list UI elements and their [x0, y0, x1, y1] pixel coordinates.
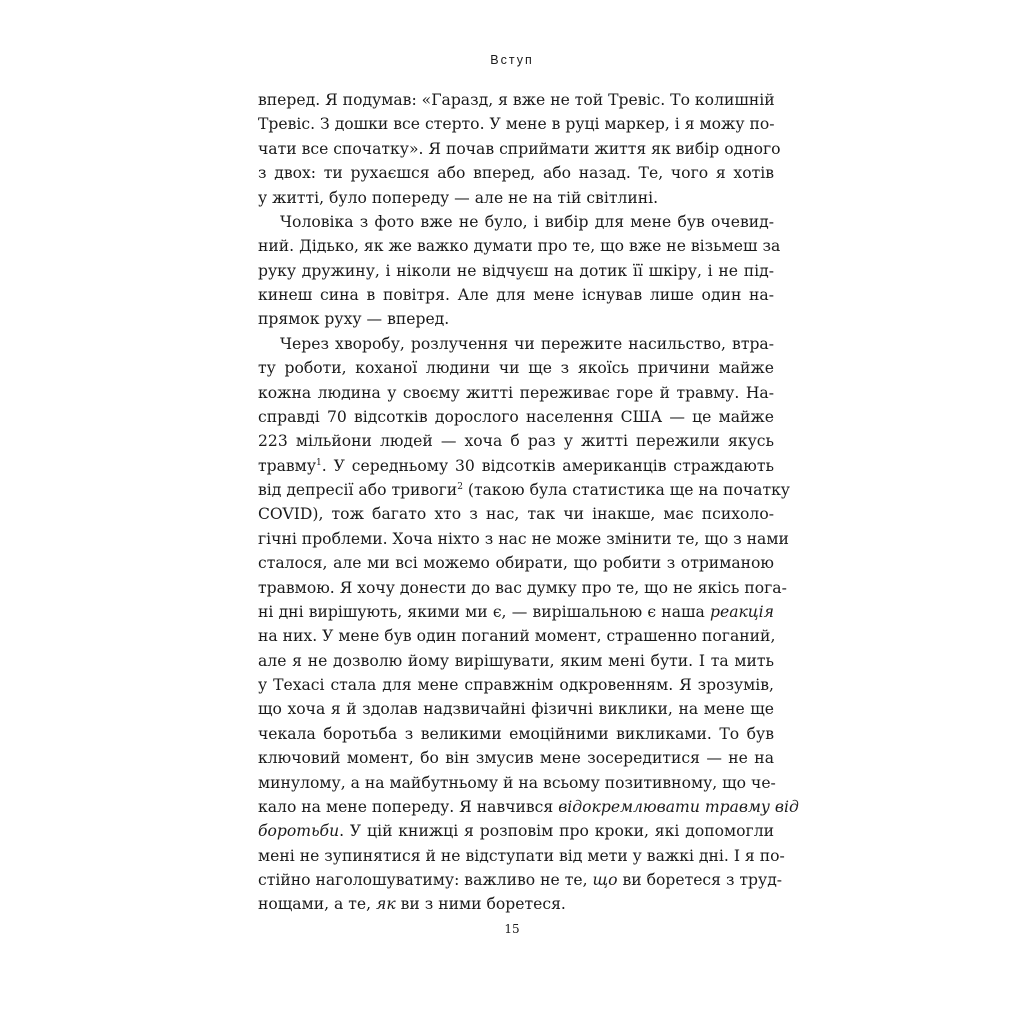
text-line: руку дружину, і ніколи не відчуєш на дотик її шкіру, і не під- — [258, 261, 774, 280]
page-number: 15 — [504, 922, 520, 936]
text-line: на них. У мене був один поганий момент, страшенно поганий, — [258, 627, 776, 646]
text-line: мені не зупинятися й не відступати від мети у важкі дні. І я по- — [258, 846, 785, 865]
text-line: Тревіс. З дошки все стерто. У мене в руці маркер, і я можу по- — [258, 115, 775, 134]
text-line: нощами, а те, як ви з ними боретеся. — [258, 895, 566, 914]
text-line: 223 мільйони людей — хоча б раз у житті пережили якусь — [258, 432, 774, 451]
text-line: ний. Дідько, як же важко думати про те, що вже не візьмеш за — [258, 237, 781, 256]
running-head: Вступ — [490, 53, 534, 67]
text-line: ні дні вирішують, якими ми є, — вирішальною є наша реакція — [258, 602, 774, 621]
emphasis: боротьби — [258, 822, 340, 841]
text-line: Чоловіка з фото вже не було, і вибір для мене був очевид- — [280, 212, 774, 231]
footnote-ref: 1 — [316, 457, 322, 468]
text-line: що хоча я й здолав надзвичайні фізичні виклики, на мене ще — [258, 700, 774, 719]
text-line: чекала боротьба з великими емоційними викликами. То був — [258, 724, 774, 743]
text-line: вперед. Я подумав: «Гаразд, я вже не той Тревіс. То колишній — [258, 91, 775, 109]
text-line: але я не дозволю йому вирішувати, яким мені бути. І та мить — [258, 651, 774, 670]
text-line: у Техасі стала для мене справжнім одкровенням. Я зрозумів, — [258, 676, 774, 694]
text-line: минулому, а на майбутньому й на всьому позитивному, що че- — [258, 773, 776, 792]
emphasis: реакція — [709, 602, 774, 621]
body-text — [258, 88, 799, 917]
text-line: травму$^1$. У середньому 30 відсотків американців страждають — [258, 456, 774, 475]
emphasis: відокремлювати травму від — [558, 797, 799, 816]
text-line: Через хворобу, розлучення чи пережите насильство, втра- — [280, 334, 774, 353]
text-line: ключовий момент, бо він змусив мене зосередитися — не на — [258, 749, 774, 768]
text-line: від депресії або тривоги$^2$ (такою була статистика ще на початку — [258, 481, 790, 499]
text-line: кожна людина у своєму житті переживає горе й травму. На- — [258, 383, 774, 402]
text-line: травмою. Я хочу донести до вас думку про те, що не якісь пога- — [258, 578, 787, 597]
text-line: боротьби. У цій книжці я розповім про кроки, які допомогли — [258, 822, 774, 841]
text-line: чати все спочатку». Я почав сприймати життя як вибір одного — [258, 139, 781, 158]
text-line: гічні проблеми. Хоча ніхто з нас не може змінити те, що з нами — [258, 529, 789, 548]
emphasis: що — [592, 871, 618, 889]
text-line: COVID), тож багато хто з нас, так чи інакше, має психоло- — [258, 505, 774, 524]
text-line: кинеш сина в повітря. Але для мене існував лише один на- — [258, 286, 774, 304]
text-line: з двох: ти рухаєшся або вперед, або назад. Те, чого я хотів — [258, 164, 774, 183]
text-line: сталося, але ми всі можемо обирати, що робити з отриманою — [258, 554, 774, 573]
text-line: ту роботи, коханої людини чи ще з якоїсь причини майже — [258, 359, 774, 378]
text-line: стійно наголошуватиму: важливо не те, що ви боретеся з труд- — [258, 871, 783, 889]
text-line: прямок руху — вперед. — [258, 310, 450, 329]
text-line: справді 70 відсотків дорослого населення США — це майже — [258, 407, 774, 426]
text-line: у житті, було попереду — але не на тій світлині. — [258, 188, 659, 207]
text-line: кало на мене попереду. Я навчився відокремлювати травму від — [258, 797, 799, 816]
footnote-ref: 2 — [457, 481, 463, 492]
emphasis: як — [376, 895, 396, 914]
